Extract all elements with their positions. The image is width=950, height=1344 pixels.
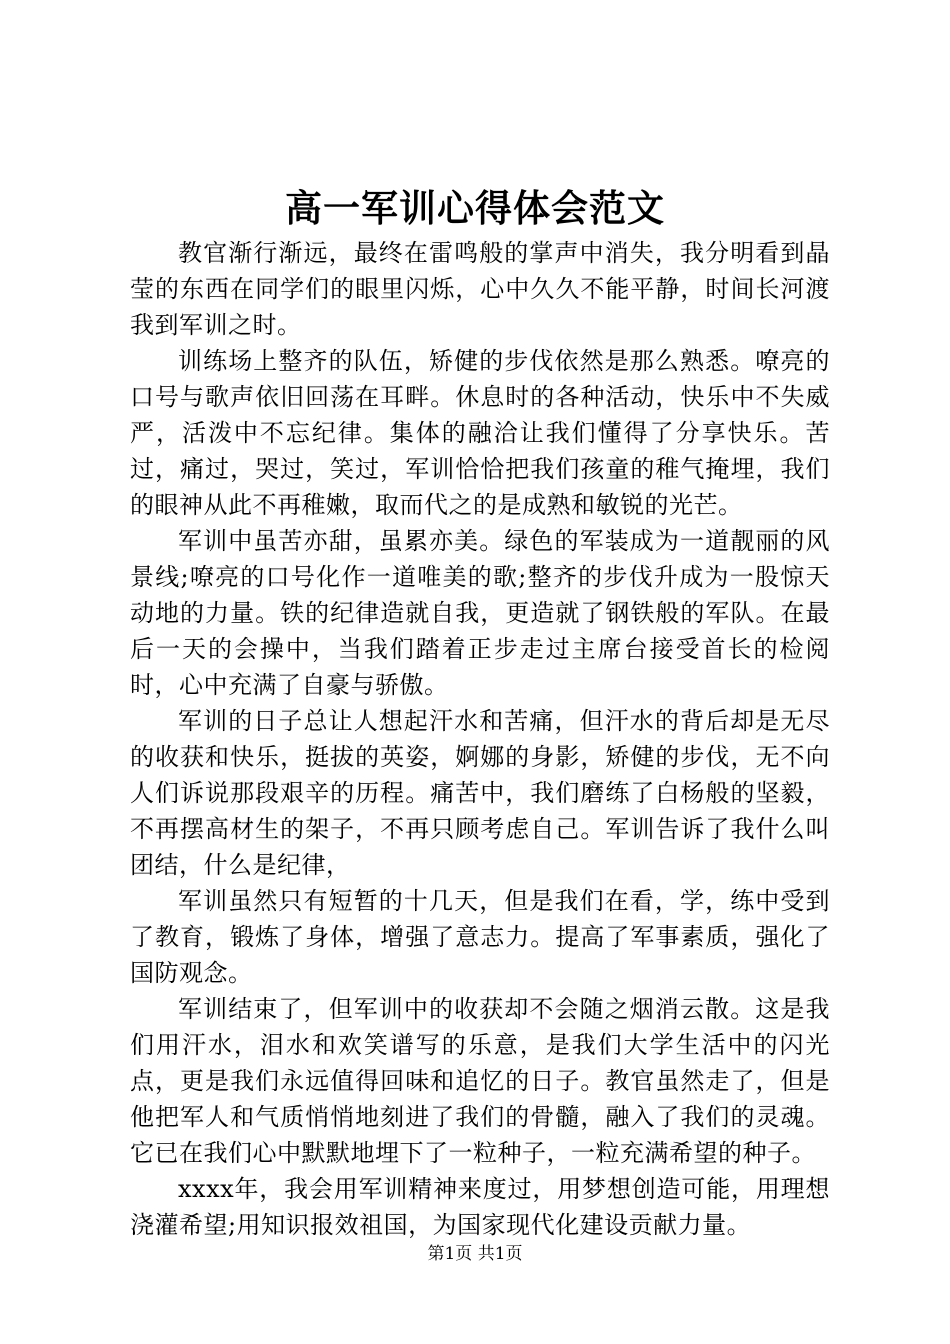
paragraph-3: 军训中虽苦亦甜，虽累亦美。绿色的军装成为一道靓丽的风景线;嘹亮的口号化作一道唯美的歌;整齐的步伐升成为一股惊天动地的力量。铁的纪律造就自我，更造就了钢铁般的军队。在最后一天的会操中，当我们踏着正步走过主席台接受首长的检阅时，心中充满了自豪与骄傲。 bbox=[130, 527, 830, 699]
paragraph-4: 军训的日子总让人想起汗水和苦痛，但汗水的背后却是无尽的收获和快乐，挺拔的英姿，婀娜的身影，矫健的步伐，无不向人们诉说那段艰辛的历程。痛苦中，我们磨练了白杨般的坚毅，不再摆高材生的架子，不再只顾考虑自己。军训告诉了我什么叫团结，什么是纪律， bbox=[130, 707, 830, 879]
paragraph-2: 训练场上整齐的队伍，矫健的步伐依然是那么熟悉。嘹亮的口号与歌声依旧回荡在耳畔。休息时的各种活动，快乐中不失威严，活泼中不忘纪律。集体的融洽让我们懂得了分享快乐。苦过，痛过，哭过，笑过，军训恰恰把我们孩童的稚气掩埋，我们的眼神从此不再稚嫩，取而代之的是成熟和敏锐的光芒。 bbox=[130, 347, 830, 519]
document-body bbox=[130, 235, 830, 1243]
paragraph-1: 教官渐行渐远，最终在雷鸣般的掌声中消失，我分明看到晶莹的东西在同学们的眼里闪烁，心中久久不能平静，时间长河渡我到军训之时。 bbox=[130, 239, 830, 339]
document-title: 高一军训心得体会范文 bbox=[285, 186, 665, 230]
page-number-footer: 第1页 共1页 bbox=[427, 1244, 523, 1264]
paragraph-7: xxxx年，我会用军训精神来度过，用梦想创造可能，用理想浇灌希望;用知识报效祖国，为国家现代化建设贡献力量。 bbox=[130, 1175, 830, 1239]
paragraph-6: 军训结束了，但军训中的收获却不会随之烟消云散。这是我们用汗水，泪水和欢笑谱写的乐意，是我们大学生活中的闪光点，更是我们永远值得回味和追忆的日子。教官虽然走了，但是他把军人和气质悄悄地刻进了我们的骨髓，融入了我们的灵魂。它已在我们心中默默地埋下了一粒种子，一粒充满希望的种子。 bbox=[130, 995, 830, 1167]
paragraph-5: 军训虽然只有短暂的十几天，但是我们在看，学，练中受到了教育，锻炼了身体，增强了意志力。提高了军事素质，强化了国防观念。 bbox=[130, 887, 830, 987]
